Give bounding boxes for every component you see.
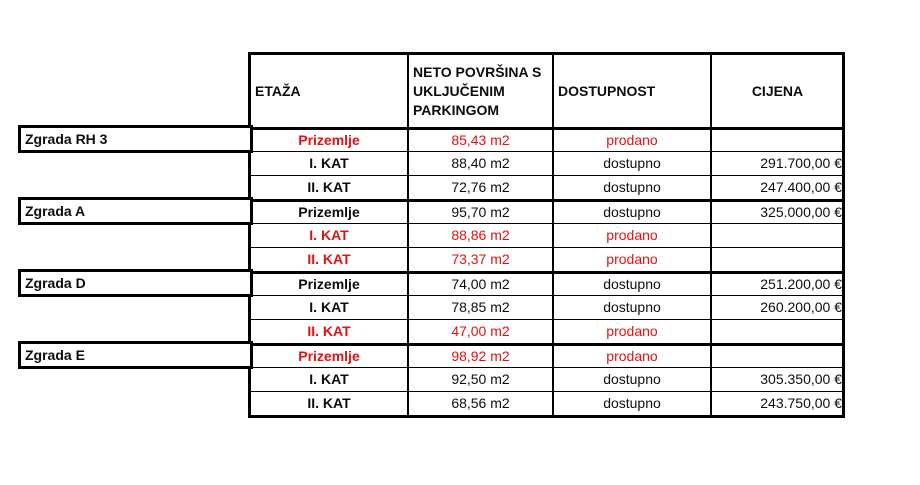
cell-etaza: Prizemlje: [251, 271, 409, 295]
table-row: [251, 175, 842, 199]
cell-availability: dostupno: [554, 175, 712, 199]
cell-price: [712, 343, 842, 367]
table-row: [251, 223, 842, 247]
cell-area: 74,00 m2: [409, 271, 554, 295]
cell-price: [712, 223, 842, 247]
cell-etaza: I. KAT: [251, 223, 409, 247]
cell-price: 305.350,00 €: [712, 367, 842, 391]
cell-availability: prodano: [554, 319, 712, 343]
cell-price: 243.750,00 €: [712, 391, 842, 415]
cell-availability: prodano: [554, 247, 712, 271]
cell-etaza: II. KAT: [251, 247, 409, 271]
cell-price: 247.400,00 €: [712, 175, 842, 199]
cell-etaza: I. KAT: [251, 295, 409, 319]
cell-area: 68,56 m2: [409, 391, 554, 415]
cell-etaza: II. KAT: [251, 175, 409, 199]
cell-area: 88,40 m2: [409, 151, 554, 175]
col-header-etaza: ETAŽA: [251, 55, 409, 127]
building-label-zgrada-a: [18, 197, 253, 225]
cell-price: 325.000,00 €: [712, 199, 842, 223]
building-name: Zgrada E: [25, 347, 85, 363]
cell-availability: dostupno: [554, 271, 712, 295]
building-name: Zgrada D: [25, 275, 86, 291]
building-name: Zgrada A: [25, 203, 86, 219]
cell-area: 47,00 m2: [409, 319, 554, 343]
cell-area: 72,76 m2: [409, 175, 554, 199]
cell-area: 88,86 m2: [409, 223, 554, 247]
cell-area: 98,92 m2: [409, 343, 554, 367]
cell-availability: dostupno: [554, 367, 712, 391]
cell-area: 85,43 m2: [409, 127, 554, 151]
cell-etaza: Prizemlje: [251, 127, 409, 151]
table-row: [251, 391, 842, 415]
building-label-zgrada-d: [18, 269, 253, 297]
col-header-area: NETO POVRŠINA S UKLJUČENIM PARKINGOM: [409, 55, 554, 127]
table-row: [251, 247, 842, 271]
cell-availability: prodano: [554, 223, 712, 247]
cell-etaza: I. KAT: [251, 367, 409, 391]
table-row: [251, 271, 842, 295]
cell-etaza: II. KAT: [251, 391, 409, 415]
cell-area: 95,70 m2: [409, 199, 554, 223]
cell-price: [712, 319, 842, 343]
building-name: Zgrada RH 3: [25, 131, 108, 147]
cell-availability: prodano: [554, 127, 712, 151]
cell-price: [712, 127, 842, 151]
cell-price: 251.200,00 €: [712, 271, 842, 295]
cell-price: 260.200,00 €: [712, 295, 842, 319]
building-label-zgrada-e: [18, 341, 253, 369]
cell-etaza: Prizemlje: [251, 343, 409, 367]
cell-availability: prodano: [554, 343, 712, 367]
table-row: [251, 199, 842, 223]
cell-price: [712, 247, 842, 271]
table-row: [251, 151, 842, 175]
cell-area: 92,50 m2: [409, 367, 554, 391]
cell-etaza: I. KAT: [251, 151, 409, 175]
table-row: [251, 343, 842, 367]
cell-area: 73,37 m2: [409, 247, 554, 271]
cell-availability: dostupno: [554, 199, 712, 223]
cell-etaza: Prizemlje: [251, 199, 409, 223]
cell-availability: dostupno: [554, 391, 712, 415]
col-header-availability: DOSTUPNOST: [554, 55, 712, 127]
table-row: [251, 319, 842, 343]
pricing-table: [248, 52, 845, 418]
table-row: [251, 127, 842, 151]
cell-availability: dostupno: [554, 151, 712, 175]
cell-etaza: II. KAT: [251, 319, 409, 343]
cell-availability: dostupno: [554, 295, 712, 319]
col-header-price: CIJENA: [751, 82, 804, 99]
table-row: [251, 295, 842, 319]
cell-area: 78,85 m2: [409, 295, 554, 319]
table-row: [251, 367, 842, 391]
cell-price: 291.700,00 €: [712, 151, 842, 175]
header-row: [251, 55, 842, 127]
building-label-zgrada-rh-3: [18, 125, 253, 153]
